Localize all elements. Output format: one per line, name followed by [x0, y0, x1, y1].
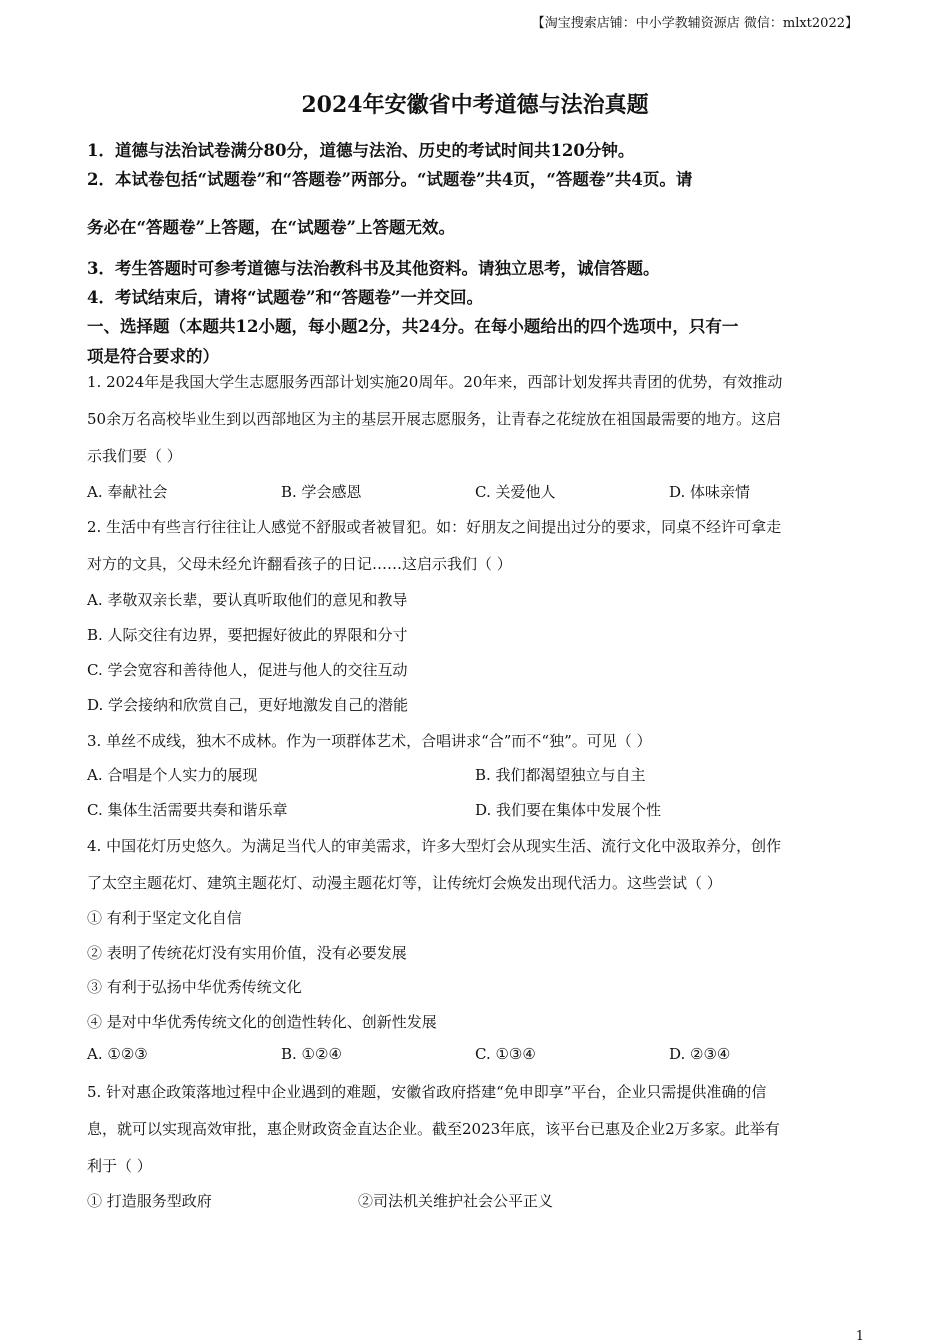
question-2-option-d: D. 学会接纳和欣赏自己，更好地激发自己的潜能: [87, 696, 409, 714]
question-1-stem: 1. 2024年是我国大学生志愿服务西部计划实施20周年。20年来，西部计划发挥共青团的优势，有效推动: [87, 373, 783, 391]
page-number: 1: [855, 1329, 864, 1344]
question-4-item-3: ③ 有利于弘扬中华优秀传统文化: [87, 978, 302, 996]
question-1-stem: 示我们要（ ）: [87, 447, 182, 465]
question-5-item-1: ① 打造服务型政府: [87, 1192, 212, 1210]
note-2-cont: 务必在“答题卷”上答题，在“试题卷”上答题无效。: [87, 218, 455, 237]
question-4-item-1: ① 有利于坚定文化自信: [87, 909, 242, 927]
question-5-item-2: ②司法机关维护社会公平正义: [358, 1192, 554, 1210]
question-3-option-d: D. 我们要在集体中发展个性: [475, 801, 662, 819]
note-1: 1．道德与法治试卷满分80分，道德与法治、历史的考试时间共120分钟。: [87, 141, 635, 160]
question-4-stem: 了太空主题花灯、建筑主题花灯、动漫主题花灯等，让传统灯会焕发出现代活力。这些尝试（ ）: [87, 874, 722, 892]
question-4-item-2: ② 表明了传统花灯没有实用价值，没有必要发展: [87, 944, 407, 962]
header-note: 【淘宝搜索店铺：中小学教辅资源店 微信：mlxt2022】: [531, 16, 858, 31]
note-2: 2．本试卷包括“试题卷”和“答题卷”两部分。“试题卷”共4页，“答题卷”共4页。请: [87, 170, 693, 189]
question-4-option-b: B. ①②④: [281, 1045, 342, 1063]
question-5-stem: 息，就可以实现高效审批，惠企财政资金直达企业。截至2023年底，该平台已惠及企业2万多家。此举有: [87, 1120, 780, 1138]
question-3-stem: 3. 单丝不成线，独木不成林。作为一项群体艺术，合唱讲求“合”而不“独”。可见（ ）: [87, 732, 652, 750]
question-3-option-c: C. 集体生活需要共奏和谐乐章: [87, 801, 288, 819]
question-5-stem: 5. 针对惠企政策落地过程中企业遇到的难题，安徽省政府搭建“免申即享”平台，企业只需提供准确的信: [87, 1083, 767, 1101]
note-3: 3．考生答题时可参考道德与法治教科书及其他资料。请独立思考，诚信答题。: [87, 259, 660, 278]
question-2-stem: 对方的文具，父母未经允许翻看孩子的日记……这启示我们（ ）: [87, 555, 512, 573]
page-title: 2024年安徽省中考道德与法治真题: [301, 92, 649, 118]
question-4-option-d: D. ②③④: [669, 1045, 731, 1063]
question-2-option-b: B. 人际交往有边界，要把握好彼此的界限和分寸: [87, 626, 408, 644]
section-title-cont: 项是符合要求的）: [87, 347, 219, 366]
note-4: 4．考试结束后，请将“试题卷”和“答题卷”一并交回。: [87, 288, 483, 307]
section-title: 一、选择题（本题共12小题，每小题2分，共24分。在每小题给出的四个选项中，只有一: [87, 317, 739, 336]
question-3-option-b: B. 我们都渴望独立与自主: [475, 766, 646, 784]
question-1-stem: 50余万名高校毕业生到以西部地区为主的基层开展志愿服务，让青春之花绽放在祖国最需要的地方。这启: [87, 410, 782, 428]
question-1-option-c: C. 关爱他人: [475, 483, 556, 501]
question-4-stem: 4. 中国花灯历史悠久。为满足当代人的审美需求，许多大型灯会从现实生活、流行文化中汲取养分，创作: [87, 837, 782, 855]
question-4-item-4: ④ 是对中华优秀传统文化的创造性转化、创新性发展: [87, 1013, 437, 1031]
question-1-option-b: B. 学会感恩: [281, 483, 362, 501]
question-4-option-a: A. ①②③: [87, 1045, 148, 1063]
question-3-option-a: A. 合唱是个人实力的展现: [87, 766, 258, 784]
question-2-option-a: A. 孝敬双亲长辈，要认真听取他们的意见和教导: [87, 591, 408, 609]
question-2-option-c: C. 学会宽容和善待他人，促进与他人的交往互动: [87, 661, 408, 679]
question-1-option-d: D. 体味亲情: [669, 483, 751, 501]
question-1-option-a: A. 奉献社会: [87, 483, 168, 501]
question-5-stem: 利于（ ）: [87, 1157, 152, 1175]
question-4-option-c: C. ①③④: [475, 1045, 536, 1063]
question-2-stem: 2. 生活中有些言行往往让人感觉不舒服或者被冒犯。如：好朋友之间提出过分的要求，同桌不经许可拿走: [87, 518, 782, 536]
